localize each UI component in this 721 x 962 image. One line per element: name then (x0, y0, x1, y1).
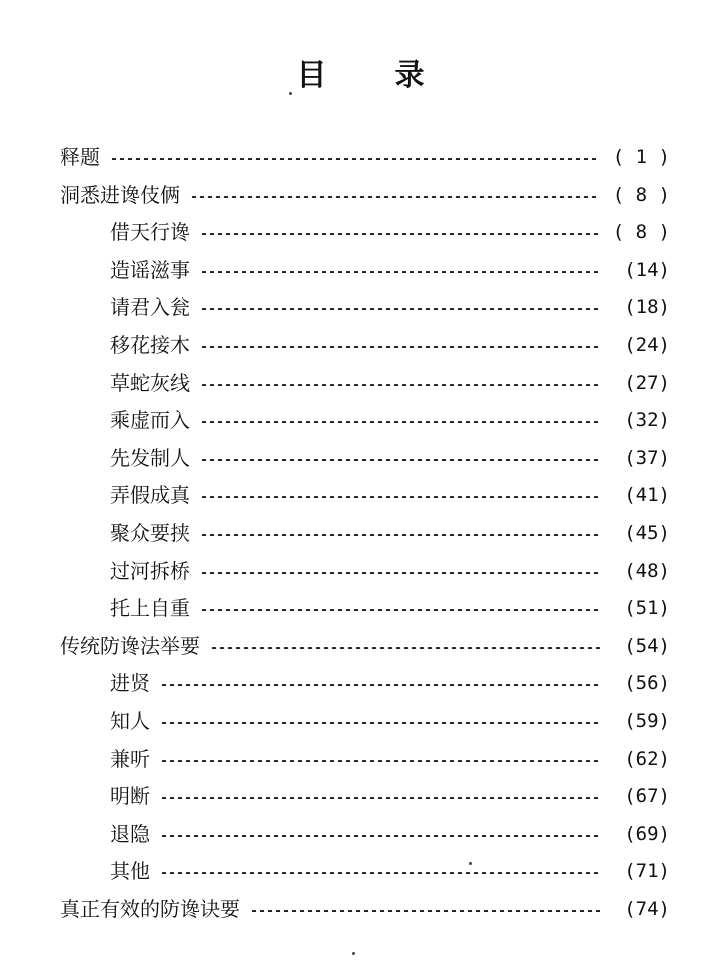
toc-entry (60, 742, 670, 776)
scan-speck (469, 862, 472, 865)
toc-entry-title: 明断 (110, 784, 150, 809)
dot-leader (200, 346, 600, 348)
dot-leader (200, 384, 600, 386)
toc-entry (60, 779, 670, 813)
toc-entry-title: 兼听 (110, 746, 150, 771)
toc-entry-title: 移花接木 (110, 333, 190, 357)
toc-entry (60, 366, 670, 400)
toc-entry (60, 854, 670, 888)
title-char-1: 目 (296, 58, 327, 93)
toc-entry-title: 过河拆桥 (110, 558, 190, 583)
toc-entry-page-number: (71) (624, 860, 670, 883)
toc-entry (60, 591, 670, 625)
toc-entry-page-number: (24) (624, 334, 670, 356)
toc-entry-title: 先发制人 (110, 445, 190, 470)
toc-entry (60, 704, 670, 738)
toc-entry (60, 629, 670, 663)
toc-entry-title: 进贤 (110, 671, 150, 696)
dot-leader (110, 158, 600, 160)
dot-leader (160, 684, 600, 686)
toc-entry-title: 聚众要挟 (110, 521, 190, 545)
toc-entry-page-number: (59) (624, 710, 670, 732)
dot-leader (160, 760, 600, 762)
scan-speck (289, 92, 292, 95)
toc-entry (60, 328, 670, 362)
dot-leader (200, 308, 600, 310)
toc-entry-page-number: (37) (624, 446, 670, 469)
toc-entry-page-number: (54) (624, 634, 670, 657)
toc-entry-title: 托上自重 (110, 596, 190, 621)
page-title (0, 50, 721, 94)
toc-entry (60, 290, 670, 324)
toc-entry-title: 乘虚而入 (110, 408, 190, 433)
toc-entry-title: 释题 (60, 145, 100, 169)
dot-leader (200, 421, 600, 423)
toc-entry-page-number: ( 8 ) (612, 221, 670, 244)
dot-leader (160, 835, 600, 837)
dot-leader (200, 459, 600, 461)
toc-entry-title: 借天行谗 (110, 220, 190, 245)
toc-entry-title: 真正有效的防谗诀要 (60, 897, 240, 921)
toc-entry (60, 554, 670, 588)
toc-entry-page-number: (69) (624, 822, 670, 845)
dot-leader (200, 572, 600, 574)
toc-entry-title: 请君入瓮 (110, 295, 190, 320)
toc-entry (60, 516, 670, 550)
toc-entry (60, 140, 670, 174)
toc-entry-page-number: (74) (624, 898, 670, 920)
toc-entry-page-number: (32) (624, 409, 670, 432)
toc-entry-title: 造谣滋事 (110, 257, 190, 282)
dot-leader (160, 722, 600, 724)
dot-leader (160, 872, 600, 874)
toc-entry-title: 弄假成真 (110, 483, 190, 508)
scan-speck (352, 952, 355, 955)
toc-entry (60, 892, 670, 926)
toc-entry (60, 478, 670, 512)
toc-entry-page-number: (41) (624, 484, 670, 507)
dot-leader (200, 496, 600, 498)
toc-entry-page-number: (62) (624, 747, 670, 770)
toc-entry (60, 666, 670, 700)
dot-leader (200, 609, 600, 611)
toc-entry-title: 传统防谗法举要 (60, 633, 200, 658)
toc-entry-title: 草蛇灰线 (110, 370, 190, 395)
dot-leader (160, 797, 600, 799)
toc-entry (60, 215, 670, 249)
dot-leader (200, 271, 600, 273)
dot-leader (200, 233, 600, 235)
dot-leader (190, 196, 600, 198)
toc-entry-page-number: (18) (624, 296, 670, 319)
toc-entry-page-number: (56) (624, 672, 670, 695)
toc-entry-title: 退隐 (110, 821, 150, 846)
toc-entry-page-number: (67) (624, 785, 670, 808)
dot-leader (200, 534, 600, 536)
toc-entry-page-number: ( 1 ) (612, 146, 670, 168)
toc-entry-title: 洞悉进谗伎俩 (60, 182, 180, 207)
toc-entry (60, 817, 670, 851)
toc-entry-page-number: (27) (624, 371, 670, 394)
toc-entry-page-number: (48) (624, 559, 670, 582)
toc-entry (60, 178, 670, 212)
title-char-2: 录 (394, 58, 425, 93)
toc-entry-page-number: (51) (624, 597, 670, 620)
toc-entry-title: 知人 (110, 709, 150, 733)
toc-entry (60, 441, 670, 475)
toc-entry (60, 253, 670, 287)
toc-entry-page-number: (45) (624, 522, 670, 544)
toc-entry-title: 其他 (110, 859, 150, 884)
toc-entry-page-number: ( 8 ) (612, 183, 670, 206)
dot-leader (210, 647, 600, 649)
toc-entry-page-number: (14) (624, 258, 670, 281)
toc-entry (60, 403, 670, 437)
dot-leader (250, 910, 600, 912)
